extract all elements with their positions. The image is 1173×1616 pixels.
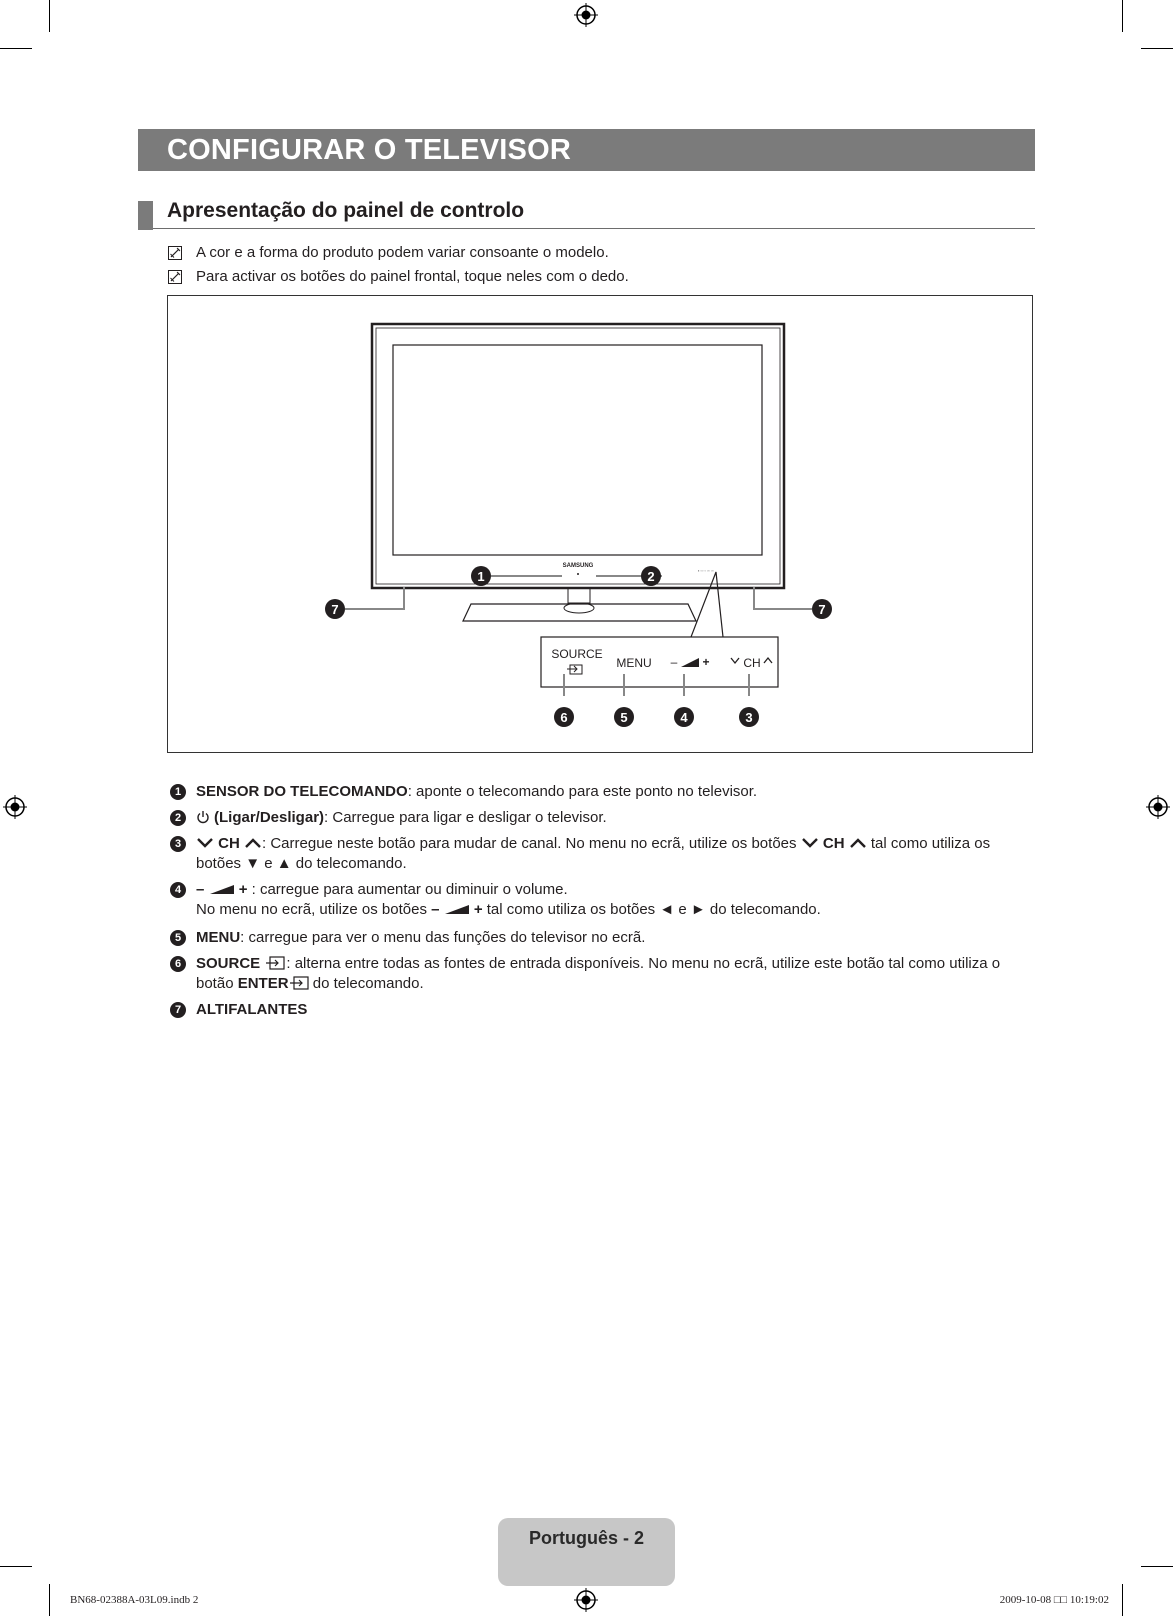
callout-1: [471, 566, 491, 586]
description-item-7: [170, 1000, 1030, 1020]
item-text: do telecomando.: [312, 975, 424, 992]
note: [168, 268, 629, 285]
item-term: CH: [218, 835, 240, 852]
tv-illustration: [168, 296, 1032, 752]
registration-mark-icon: [574, 3, 598, 27]
registration-mark-icon: [1146, 795, 1170, 819]
description-item-1: [170, 782, 1030, 802]
svg-text:5: 5: [620, 710, 628, 725]
description-item-4: [170, 880, 1030, 920]
footer-file-info: BN68-02388A-03L09.indb 2: [70, 1594, 199, 1606]
item-text: tal como utiliza os: [870, 835, 991, 852]
svg-text:3: 3: [745, 710, 753, 725]
callout-7-left: [325, 599, 345, 619]
chevron-up-icon: [849, 837, 867, 849]
note-text: A cor e a forma do produto podem variar consoante o modelo.: [196, 244, 609, 261]
callout-6: [554, 707, 574, 727]
item-term: SOURCE: [196, 955, 261, 972]
item-number: 7: [170, 1002, 186, 1018]
page-title: CONFIGURAR O TELEVISOR: [167, 134, 571, 166]
item-term: (Ligar/Desligar): [214, 809, 325, 826]
section-title: Apresentação do painel de controlo: [167, 199, 525, 222]
item-number: 3: [170, 836, 186, 852]
section-marker: [138, 201, 153, 230]
vol-plus-label: +: [702, 655, 710, 669]
item-number: 2: [170, 810, 186, 826]
note: [168, 244, 609, 261]
vol-minus-label: –: [670, 655, 678, 669]
item-term: +: [238, 881, 248, 898]
registration-mark-icon: [3, 795, 27, 819]
title-bar: [138, 129, 1035, 171]
source-icon: [264, 956, 286, 970]
item-number: 5: [170, 930, 186, 946]
svg-text:2: 2: [647, 569, 655, 584]
item-text: : Carregue para ligar e desligar o televisor.: [324, 809, 607, 826]
item-text: No menu no ecrã, utilize os botões: [196, 901, 427, 918]
item-number: 4: [170, 882, 186, 898]
note-icon: [168, 270, 182, 284]
svg-text:7: 7: [331, 602, 339, 617]
page-number: Português - 2: [528, 1528, 644, 1548]
description-item-2: [170, 808, 1030, 828]
crop-mark: [1122, 1584, 1123, 1616]
item-text: botão: [196, 975, 234, 992]
source-label: SOURCE: [551, 647, 603, 661]
item-term: ENTER: [237, 975, 289, 992]
section-divider: [153, 228, 1035, 229]
ch-label: CH: [743, 656, 761, 670]
crop-mark: [1141, 1566, 1173, 1567]
enter-icon: [289, 976, 309, 990]
crop-mark: [0, 1566, 32, 1567]
callout-7-right: [812, 599, 832, 619]
item-text: tal como utiliza os botões ◄ e ► do telecomando.: [486, 901, 821, 918]
svg-text:6: 6: [560, 710, 568, 725]
note-text: Para activar os botões do painel frontal, toque neles com o dedo.: [196, 268, 629, 285]
item-text: : carregue para aumentar ou diminuir o volume.: [251, 881, 568, 898]
description-item-5: [170, 928, 1030, 948]
svg-text:1: 1: [477, 569, 485, 584]
remote-sensor: [577, 573, 579, 575]
tv-frame-inner: [376, 328, 780, 584]
crop-mark: [0, 48, 32, 49]
volume-icon: [444, 903, 470, 915]
svg-text:7: 7: [818, 602, 826, 617]
item-term: –: [196, 881, 205, 898]
callout-2: [641, 566, 661, 586]
item-text: : Carregue neste botão para mudar de canal. No menu no ecrã, utilize os botões: [262, 835, 797, 852]
item-term: ALTIFALANTES: [196, 1001, 308, 1018]
item-text: : aponte o telecomando para este ponto no televisor.: [407, 783, 758, 800]
callout-3: [739, 707, 759, 727]
chevron-down-icon: [801, 837, 819, 849]
item-term: +: [473, 901, 483, 918]
item-number: 1: [170, 784, 186, 800]
item-term: CH: [822, 835, 845, 852]
front-panel-marks: ▪ ▫▫ ▫ ▫▫ ▫▫: [698, 568, 714, 573]
chevron-down-icon: [196, 837, 214, 849]
registration-mark-icon: [574, 1588, 598, 1612]
crop-mark: [49, 0, 50, 32]
item-term: –: [431, 901, 440, 918]
page-number-tab: [498, 1518, 675, 1586]
control-panel-figure: [167, 295, 1033, 753]
item-text: : alterna entre todas as fontes de entrada disponíveis. No menu no ecrã, utilize este botão tal como utiliza o: [286, 955, 1001, 972]
callout-4: [674, 707, 694, 727]
item-term: MENU: [196, 929, 241, 946]
item-text: botões ▼ e ▲ do telecomando.: [196, 855, 407, 872]
item-text: : carregue para ver o menu das funções do televisor no ecrã.: [240, 929, 646, 946]
footer-timestamp: 2009-10-08 □□ 10:19:02: [999, 1594, 1109, 1606]
power-icon: [196, 810, 210, 824]
callout-5: [614, 707, 634, 727]
tv-brand-logo: SAMSUNG: [562, 563, 594, 569]
item-term: SENSOR DO TELECOMANDO: [196, 783, 408, 800]
tv-frame: [372, 324, 784, 588]
note-icon: [168, 246, 182, 260]
crop-mark: [1122, 0, 1123, 32]
description-item-6: [170, 954, 1030, 994]
tv-stand-neck: [568, 588, 590, 603]
menu-label: MENU: [616, 656, 652, 670]
description-item-3: [170, 834, 1030, 874]
item-number: 6: [170, 956, 186, 972]
volume-icon: [209, 883, 235, 895]
chevron-up-icon: [244, 837, 262, 849]
svg-text:4: 4: [680, 710, 688, 725]
crop-mark: [1141, 48, 1173, 49]
tv-screen: [393, 345, 762, 555]
crop-mark: [49, 1584, 50, 1616]
